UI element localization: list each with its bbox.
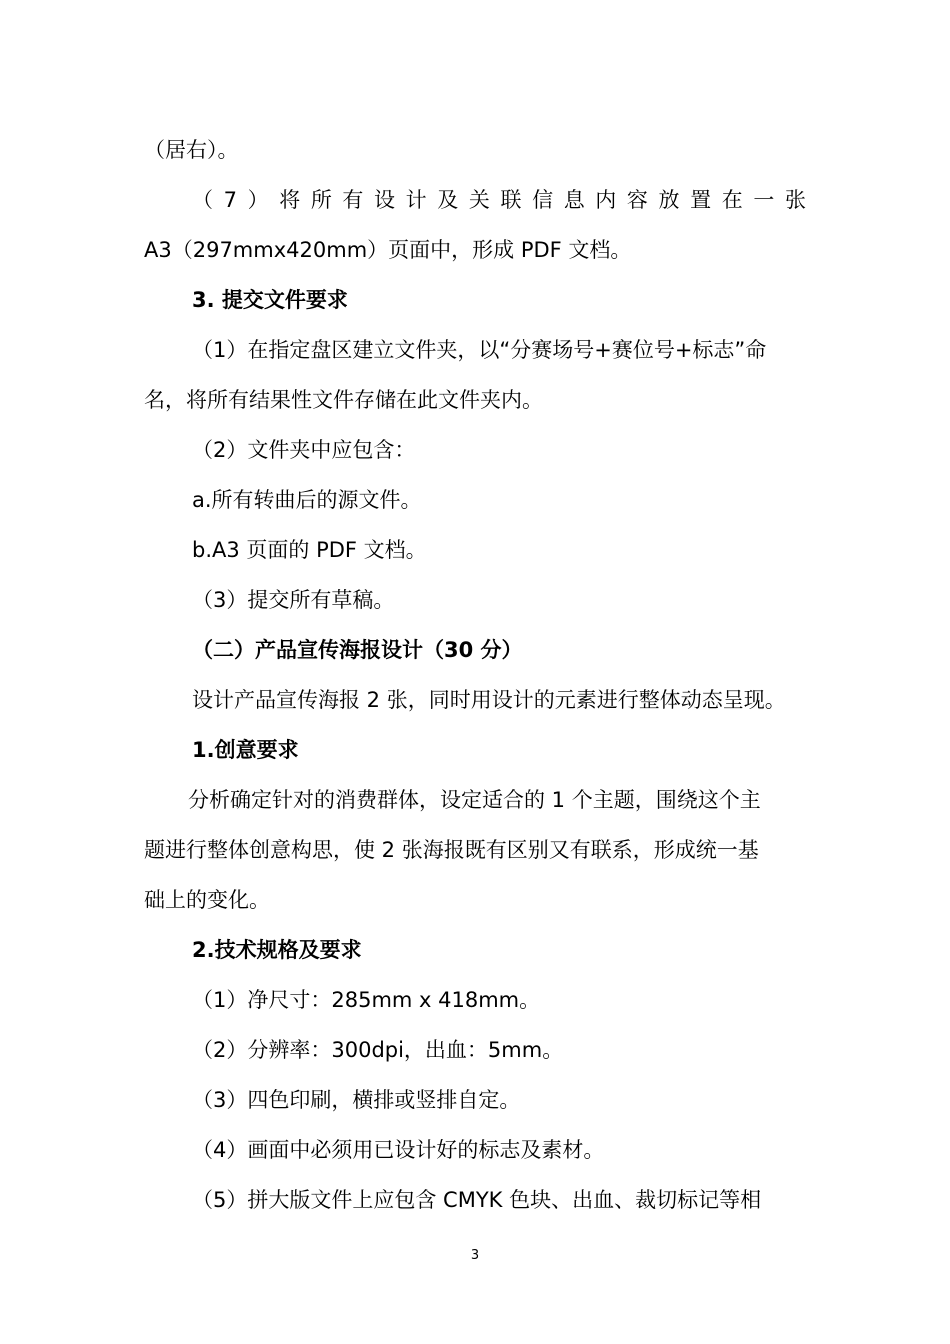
page-number: 3 [470, 1248, 480, 1263]
paragraph-line-justified [192, 185, 806, 215]
justified-character: 放 [658, 188, 680, 212]
paragraph-line: （1）在指定盘区建立文件夹，以“分赛场号+赛位号+标志”命 [192, 338, 767, 362]
justified-character: 信 [532, 188, 554, 212]
paragraph-line: A3（297mmx420mm）页面中，形成 PDF 文档。 [144, 238, 632, 262]
justified-character: 张 [784, 188, 806, 212]
justified-character: ） [247, 188, 269, 212]
justified-character: 一 [753, 188, 775, 212]
justified-character: 计 [405, 188, 427, 212]
justified-character: 息 [563, 188, 585, 212]
paragraph-line: 分析确定针对的消费群体，设定适合的 1 个主题，围绕这个主 [188, 788, 761, 812]
justified-character: 内 [595, 188, 617, 212]
justified-character: 设 [374, 188, 396, 212]
justified-character: （ [192, 188, 213, 212]
paragraph-line: 题进行整体创意构思，使 2 张海报既有区别又有联系，形成统一基 [144, 838, 759, 862]
justified-character: 置 [690, 188, 712, 212]
list-item: b.A3 页面的 PDF 文档。 [192, 538, 427, 562]
justified-character: 关 [468, 188, 490, 212]
subsection-heading: 1.创意要求 [192, 738, 299, 762]
paragraph-line: 设计产品宣传海报 2 张，同时用设计的元素进行整体动态呈现。 [192, 688, 786, 712]
justified-character: 容 [626, 188, 648, 212]
justified-character: 联 [500, 188, 522, 212]
list-item: （2）文件夹中应包含： [192, 438, 416, 462]
paragraph-line: 础上的变化。 [144, 888, 270, 912]
paragraph-line: 名，将所有结果性文件存储在此文件夹内。 [144, 388, 543, 412]
list-item: （2）分辨率：300dpi，出血：5mm。 [192, 1038, 564, 1062]
list-item: （5）拼大版文件上应包含 CMYK 色块、出血、裁切标记等相 [192, 1188, 762, 1212]
list-item: （3）提交所有草稿。 [192, 588, 395, 612]
list-item: （3）四色印刷，横排或竖排自定。 [192, 1088, 521, 1112]
list-item: （4）画面中必须用已设计好的标志及素材。 [192, 1138, 605, 1162]
section-heading: （二）产品宣传海报设计（30 分） [192, 638, 523, 662]
section-heading: 3. 提交文件要求 [192, 288, 348, 312]
list-item: （1）净尺寸：285mm x 418mm。 [192, 988, 541, 1012]
justified-character: 所 [310, 188, 332, 212]
paragraph-line: （居右）。 [144, 138, 239, 162]
justified-character: 有 [342, 188, 364, 212]
justified-character: 及 [437, 188, 459, 212]
subsection-heading: 2.技术规格及要求 [192, 938, 362, 962]
justified-character: 将 [279, 188, 301, 212]
list-item: a.所有转曲后的源文件。 [192, 488, 422, 512]
justified-character: 7 [223, 188, 237, 212]
justified-character: 在 [721, 188, 743, 212]
